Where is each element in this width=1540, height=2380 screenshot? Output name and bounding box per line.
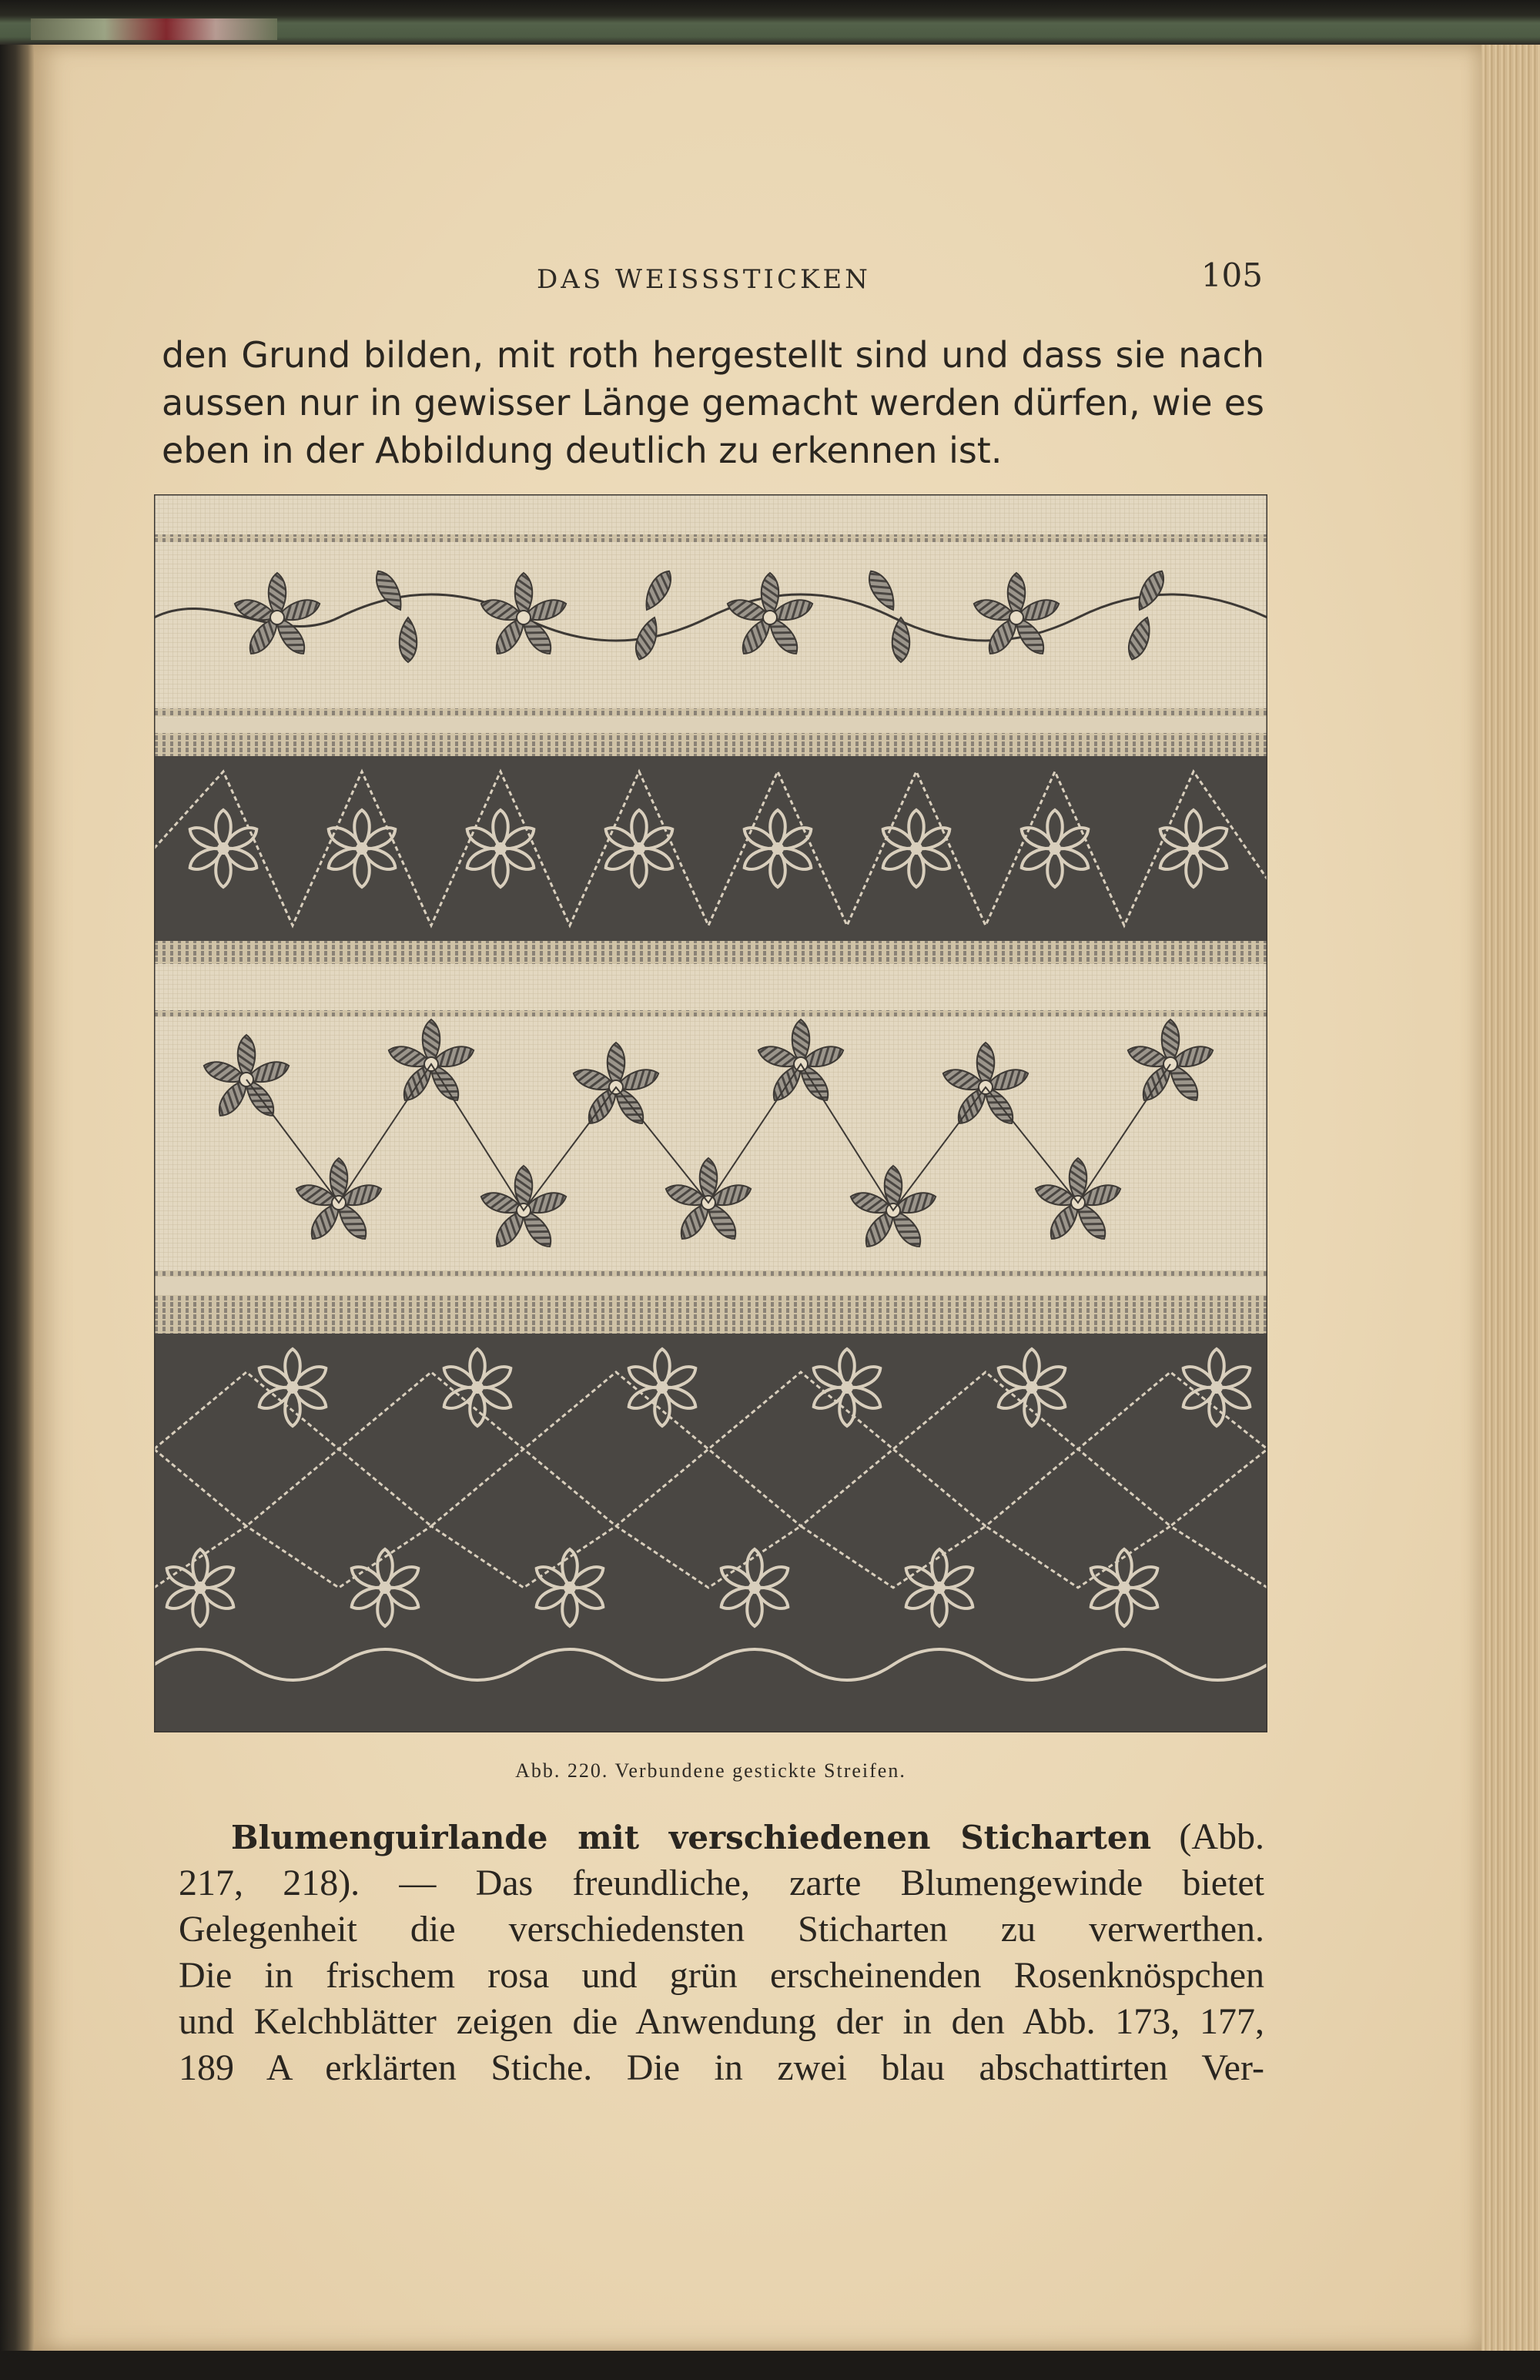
text-line: 189 A erklärten Stiche. Die in zwei blau abschattirten Ver-: [179, 2047, 1264, 2088]
text-line: 217, 218). — Das freundliche, zarte Blumengewinde bietet: [179, 1863, 1264, 1903]
text-line: [231, 1814, 1264, 1860]
text-line: Gelegenheit die verschiedensten Sticharten zu verwerthen.: [179, 1909, 1264, 1950]
text-line: Die in frischem rosa und grün erscheinenden Rosenknöspchen: [179, 1955, 1264, 1996]
paragraph-1: [162, 331, 1264, 474]
hem-band: [154, 1295, 1267, 1334]
book-cover-left: [0, 45, 34, 2351]
hem-line: [154, 1270, 1267, 1277]
page-stack-edges: [1481, 45, 1540, 2351]
spine-label-strip: [31, 18, 277, 40]
text-line: aussen nur in gewisser Länge gemacht werden dürfen, wie es: [162, 382, 1264, 423]
hem-line: [154, 534, 1267, 542]
text-line: und Kelchblätter zeigen die Anwendung der in den Abb. 173, 177,: [179, 2001, 1264, 2042]
paragraph-2-heading-line: [231, 1814, 1264, 1860]
text-line: den Grund bilden, mit roth hergestellt sind und dass sie nach: [162, 334, 1264, 376]
heading-tail: (Abb.: [1151, 1816, 1264, 1857]
hem-line: [154, 708, 1267, 716]
top-band: [154, 494, 1267, 718]
hem-band: [154, 941, 1267, 964]
figure-caption: Abb. 220. Verbundene gestickte Streifen.: [515, 1759, 906, 1782]
embroidery-illustration: [154, 494, 1267, 1732]
embroidery-plate: [154, 494, 1267, 1732]
page-number: 105: [1200, 256, 1263, 294]
text-line: eben in der Abbildung deutlich zu erkennen ist.: [162, 430, 1003, 471]
running-head: DAS WEISSSTICKEN: [537, 264, 871, 295]
hem-band: [154, 733, 1267, 756]
section-heading: Blumenguirlande mit verschiedenen Sticharten: [231, 1819, 1152, 1856]
hem-line: [154, 1010, 1267, 1016]
paragraph-2: [179, 1860, 1264, 2091]
dark-lace-band: [154, 756, 1267, 941]
